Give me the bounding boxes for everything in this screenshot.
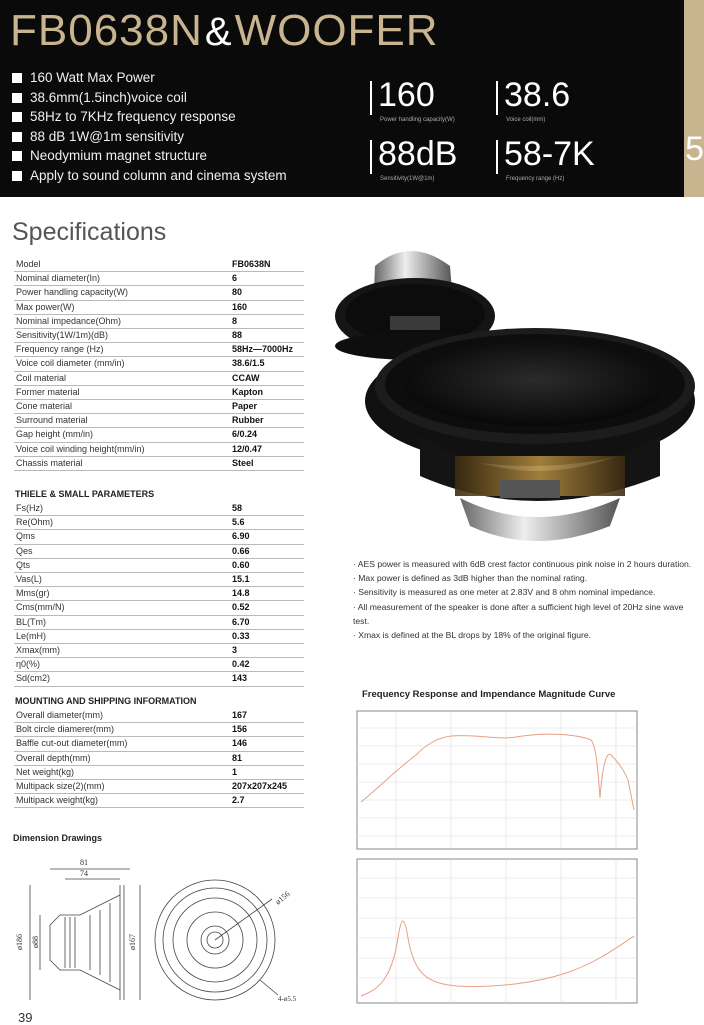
table-row <box>14 329 304 343</box>
side-letter: 5 <box>685 130 704 168</box>
param-value: 207x207x245 <box>230 780 304 794</box>
param-value: 6.70 <box>230 615 304 629</box>
dim-depth-81: 81 <box>80 858 88 867</box>
param-name: Sd(cm2) <box>14 672 230 686</box>
feature-item: 38.6mm(1.5inch)voice coil <box>12 88 287 108</box>
table-row <box>14 456 304 470</box>
param-value: 0.60 <box>230 558 304 572</box>
param-name: Voice coil diameter (mm/in) <box>14 357 230 371</box>
feature-item: 160 Watt Max Power <box>12 68 287 88</box>
table-row <box>14 371 304 385</box>
page-number: 39 <box>18 1010 33 1025</box>
dim-diameter-186: ø186 <box>15 934 24 950</box>
bullet-square-icon <box>12 112 22 122</box>
table-row <box>14 357 304 371</box>
table-row <box>14 737 304 751</box>
table-row <box>14 272 304 286</box>
gold-side-bar <box>684 0 704 197</box>
table-row <box>14 414 304 428</box>
param-value: 5.6 <box>230 516 304 530</box>
table-row <box>14 558 304 572</box>
param-value: 0.52 <box>230 601 304 615</box>
param-name: Nominal diameter(In) <box>14 272 230 286</box>
param-name: Overall depth(mm) <box>14 751 230 765</box>
param-name: Surround material <box>14 414 230 428</box>
param-name: Vas(L) <box>14 573 230 587</box>
param-value: 156 <box>230 723 304 737</box>
note-item: · All measurement of the speaker is done after a sufficient high level of 20Hz sine wave test. <box>353 601 684 626</box>
specifications-heading: Specifications <box>12 218 167 246</box>
table-row <box>14 258 304 272</box>
dim-mount-holes: 4-ø5.5 <box>278 995 297 1003</box>
table-row <box>14 780 304 794</box>
param-name: Bolt circle diamerer(mm) <box>14 723 230 737</box>
param-name: Model <box>14 258 230 272</box>
frequency-response-plot <box>356 710 638 850</box>
table-row <box>14 442 304 456</box>
param-value: Paper <box>230 400 304 414</box>
mounting-heading: MOUNTING AND SHIPPING INFORMATION <box>15 696 197 706</box>
measurement-notes <box>353 557 693 642</box>
param-name: Max power(W) <box>14 300 230 314</box>
param-name: Frequency range (Hz) <box>14 343 230 357</box>
param-name: Cone material <box>14 400 230 414</box>
param-value: 38.6/1.5 <box>230 357 304 371</box>
mounting-table <box>14 709 304 808</box>
bullet-square-icon <box>12 73 22 83</box>
param-name: Cms(mm/N) <box>14 601 230 615</box>
param-value: CCAW <box>230 371 304 385</box>
bullet-square-icon <box>12 132 22 142</box>
table-row <box>14 314 304 328</box>
param-name: Mms(gr) <box>14 587 230 601</box>
param-name: Qes <box>14 544 230 558</box>
dim-bolt-circle-156: ø156 <box>273 889 292 907</box>
param-name: Re(Ohm) <box>14 516 230 530</box>
note-item: · Sensitivity is measured as one meter at 2.83V and 8 ohm nominal impedance. <box>353 587 656 598</box>
table-row <box>14 428 304 442</box>
param-value: 12/0.47 <box>230 442 304 456</box>
table-row <box>14 615 304 629</box>
bullet-square-icon <box>12 171 22 181</box>
param-name: Net weight(kg) <box>14 765 230 779</box>
param-value: FB0638N <box>230 258 304 272</box>
feature-item: Apply to sound column and cinema system <box>12 166 287 186</box>
impedance-magnitude-plot <box>356 858 638 1004</box>
param-name: Nominal impedance(Ohm) <box>14 314 230 328</box>
param-value: Kapton <box>230 385 304 399</box>
param-name: Voice coil winding height(mm/in) <box>14 442 230 456</box>
param-name: Qms <box>14 530 230 544</box>
param-value: 160 <box>230 300 304 314</box>
param-value: 88 <box>230 329 304 343</box>
dim-diameter-88: ø88 <box>31 936 40 948</box>
param-value: 0.42 <box>230 658 304 672</box>
param-value: 15.1 <box>230 573 304 587</box>
speaker-product-photo <box>330 236 700 556</box>
param-value: 58Hz—7000Hz <box>230 343 304 357</box>
dimension-drawing <box>10 855 310 1005</box>
title-amp: & <box>204 10 233 54</box>
param-name: Multipack weight(kg) <box>14 794 230 808</box>
feature-item: 88 dB 1W@1m sensitivity <box>12 127 287 147</box>
table-row <box>14 709 304 723</box>
product-title <box>10 6 439 56</box>
table-row <box>14 629 304 643</box>
param-value: 146 <box>230 737 304 751</box>
frequency-chart-title: Frequency Response and Impendance Magnitude Curve <box>362 689 616 700</box>
dim-depth-74: 74 <box>80 869 88 878</box>
param-value: 0.66 <box>230 544 304 558</box>
bullet-square-icon <box>12 93 22 103</box>
param-name: Former material <box>14 385 230 399</box>
param-name: BL(Tm) <box>14 615 230 629</box>
table-row <box>14 400 304 414</box>
param-value: 3 <box>230 644 304 658</box>
param-value: 2.7 <box>230 794 304 808</box>
specifications-table <box>14 258 304 471</box>
param-name: Qts <box>14 558 230 572</box>
feature-item: 58Hz to 7KHz frequency response <box>12 107 287 127</box>
bullet-square-icon <box>12 151 22 161</box>
table-row <box>14 343 304 357</box>
param-name: Gap height (mm/in) <box>14 428 230 442</box>
param-value: 58 <box>230 502 304 516</box>
feature-list <box>12 68 287 185</box>
thiele-small-table <box>14 502 304 687</box>
param-name: Chassis material <box>14 456 230 470</box>
table-row <box>14 530 304 544</box>
table-row <box>14 544 304 558</box>
table-row <box>14 587 304 601</box>
param-name: Baffle cut-out diameter(mm) <box>14 737 230 751</box>
note-item: · Xmax is defined at the BL drops by 18% of the original figure. <box>353 630 592 641</box>
header-banner: FB0638N&WOOFER 160 Watt Max Power 38.6mm(1.5inch)voice coil 58Hz to 7KHz frequency response 88 dB 1W@1m sensitivity Neodymium magnet structure Apply to sound column and cinema system 160 Power handling capacity(W) 38.6 Voice coil(mm) 88dB Sensitivity(1W@1m) 58-7K Frequency range (Hz) <box>0 0 684 197</box>
param-value: 6/0.24 <box>230 428 304 442</box>
table-row <box>14 385 304 399</box>
param-value: 143 <box>230 672 304 686</box>
table-row <box>14 573 304 587</box>
note-item: · AES power is measured with 6dB crest factor continuous pink noise in 2 hours duration. <box>353 559 692 569</box>
table-row <box>14 751 304 765</box>
param-name: η0(%) <box>14 658 230 672</box>
table-row <box>14 644 304 658</box>
param-value: Rubber <box>230 414 304 428</box>
feature-item: Neodymium magnet structure <box>12 146 287 166</box>
param-name: Sensitivity(1W/1m)(dB) <box>14 329 230 343</box>
table-row <box>14 723 304 737</box>
title-model: FB0638N <box>10 6 203 55</box>
param-value: 81 <box>230 751 304 765</box>
param-value: 1 <box>230 765 304 779</box>
param-value: 8 <box>230 314 304 328</box>
table-row <box>14 672 304 686</box>
param-name: Fs(Hz) <box>14 502 230 516</box>
param-value: 0.33 <box>230 629 304 643</box>
title-type: WOOFER <box>234 6 439 55</box>
dimension-drawings-title: Dimension Drawings <box>13 833 103 843</box>
table-row <box>14 502 304 516</box>
param-name: Multipack size(2)(mm) <box>14 780 230 794</box>
table-row <box>14 286 304 300</box>
table-row <box>14 601 304 615</box>
table-row <box>14 658 304 672</box>
table-row <box>14 300 304 314</box>
param-name: Coil material <box>14 371 230 385</box>
param-value: 80 <box>230 286 304 300</box>
note-item: · Max power is defined as 3dB higher than the nominal rating. <box>353 573 588 584</box>
param-name: Overall diameter(mm) <box>14 709 230 723</box>
table-row <box>14 794 304 808</box>
param-name: Power handling capacity(W) <box>14 286 230 300</box>
param-name: Le(mH) <box>14 629 230 643</box>
param-value: 6 <box>230 272 304 286</box>
thiele-small-heading: THIELE & SMALL PARAMETERS <box>15 489 155 499</box>
param-value: 167 <box>230 709 304 723</box>
param-value: 6.90 <box>230 530 304 544</box>
dim-diameter-167: ø167 <box>128 934 137 950</box>
param-name: Xmax(mm) <box>14 644 230 658</box>
table-row <box>14 516 304 530</box>
param-value: 14.8 <box>230 587 304 601</box>
param-value: Steel <box>230 456 304 470</box>
table-row <box>14 765 304 779</box>
